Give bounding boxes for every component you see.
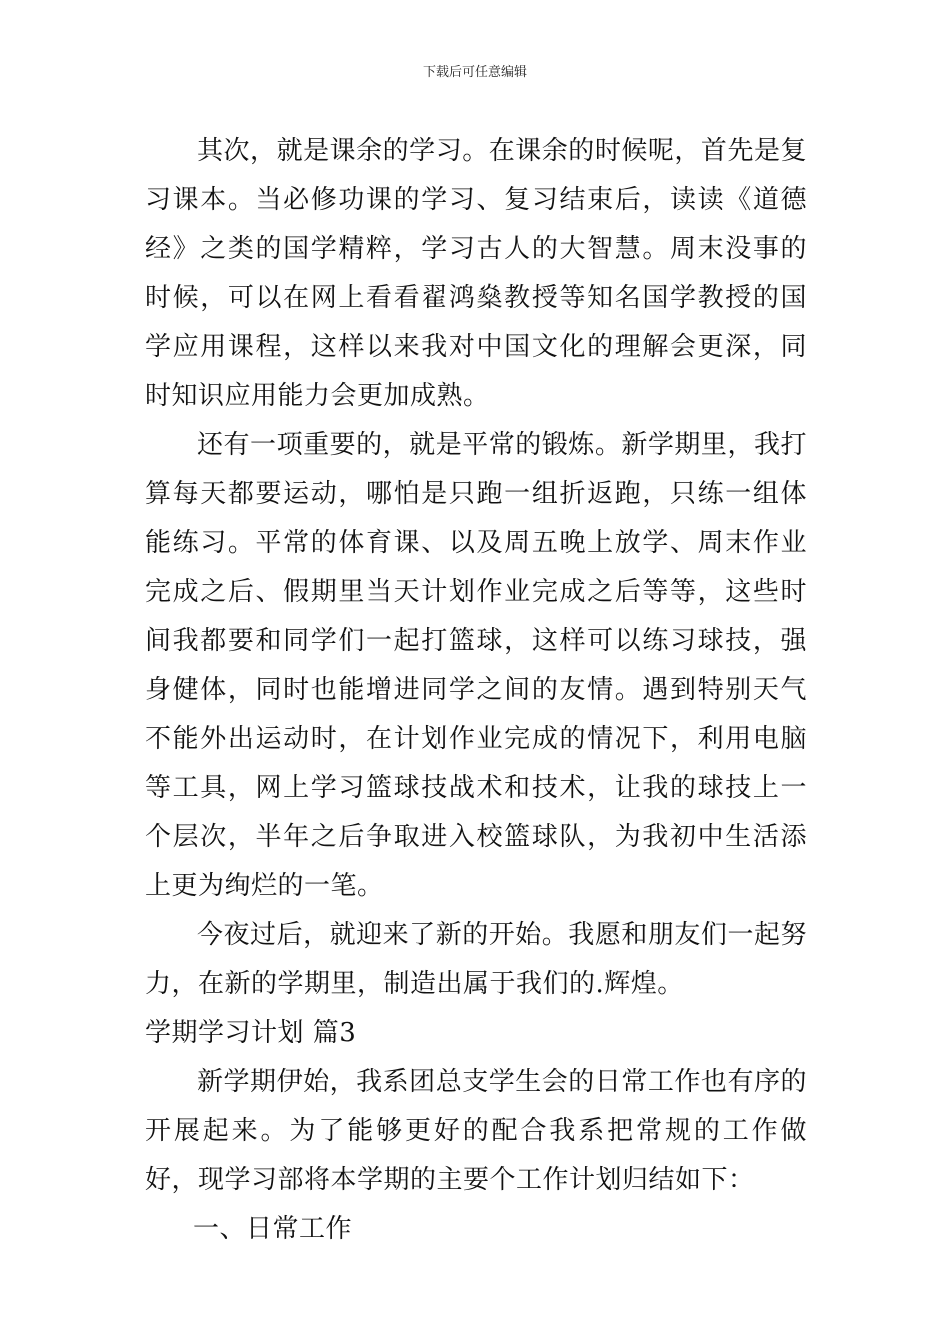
paragraph-study-after-class: 其次，就是课余的学习。在课余的时候呢，首先是复习课本。当必修功课的学习、复习结束后，读读《道德经》之类的国学精粹，学习古人的大智慧。周末没事的时候，可以在网上看看翟鸿燊教授等知名国学教授的国学应用课程，这样以来我对中国文化的理解会更深，同时知识应用能力会更加成熟。	[145, 136, 807, 411]
page-header: 下载后可任意编辑	[422, 65, 527, 80]
subheading-daily-work: 一、日常工作	[193, 1214, 353, 1244]
paragraph-new-beginning: 今夜过后，就迎来了新的开始。我愿和朋友们一起努力，在新的学期里，制造出属于我们的.辉煌。	[145, 920, 807, 999]
paragraph-section-intro: 新学期伊始，我系团总支学生会的日常工作也有序的开展起来。为了能够更好的配合我系把常规的工作做好，现学习部将本学期的主要个工作计划归结如下：	[145, 1067, 807, 1195]
document-body	[145, 127, 807, 1254]
section-title: 学期学习计划 篇3	[145, 1018, 357, 1048]
paragraph-exercise: 还有一项重要的，就是平常的锻炼。新学期里，我打算每天都要运动，哪怕是只跑一组折返跑，只练一组体能练习。平常的体育课、以及周五晚上放学、周末作业完成之后、假期里当天计划作业完成之后等等，这些时间我都要和同学们一起打篮球，这样可以练习球技，强身健体，同时也能增进同学之间的友情。遇到特别天气不能外出运动时，在计划作业完成的情况下，利用电脑等工具，网上学习篮球技战术和技术，让我的球技上一个层次，半年之后争取进入校篮球队，为我初中生活添上更为绚烂的一笔。	[145, 430, 807, 901]
